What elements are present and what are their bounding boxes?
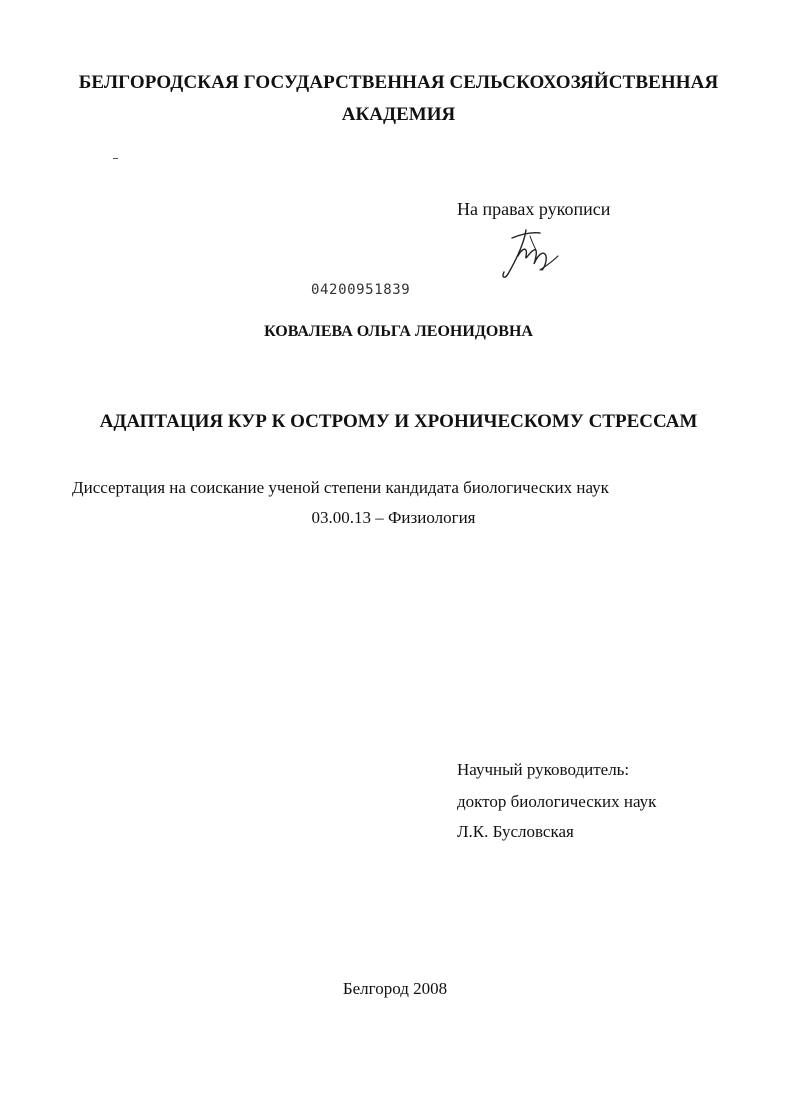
institution-name-line1: БЕЛГОРОДСКАЯ ГОСУДАРСТВЕННАЯ СЕЛЬСКОХОЗЯЙСТВЕННАЯ — [78, 72, 719, 93]
scan-speck — [113, 158, 118, 159]
institution-name-line2: АКАДЕМИЯ — [341, 104, 456, 125]
inventory-number: 04200951839 — [311, 282, 411, 298]
degree-statement: Диссертация на соискание ученой степени кандидата биологических наук — [72, 478, 609, 497]
specialty-code: 03.00.13 – Физиология — [311, 508, 476, 527]
author-name: КОВАЛЕВА ОЛЬГА ЛЕОНИДОВНА — [264, 323, 533, 340]
advisor-label: Научный руководитель: — [457, 760, 630, 779]
advisor-name: Л.К. Бусловская — [457, 822, 574, 841]
advisor-degree: доктор биологических наук — [457, 792, 657, 811]
city-year: Белгород 2008 — [342, 979, 448, 998]
manuscript-rights-note: На правах рукописи — [457, 199, 611, 219]
signature-icon — [496, 226, 560, 284]
dissertation-title: АДАПТАЦИЯ КУР К ОСТРОМУ И ХРОНИЧЕСКОМУ СТРЕССАМ — [99, 411, 698, 432]
